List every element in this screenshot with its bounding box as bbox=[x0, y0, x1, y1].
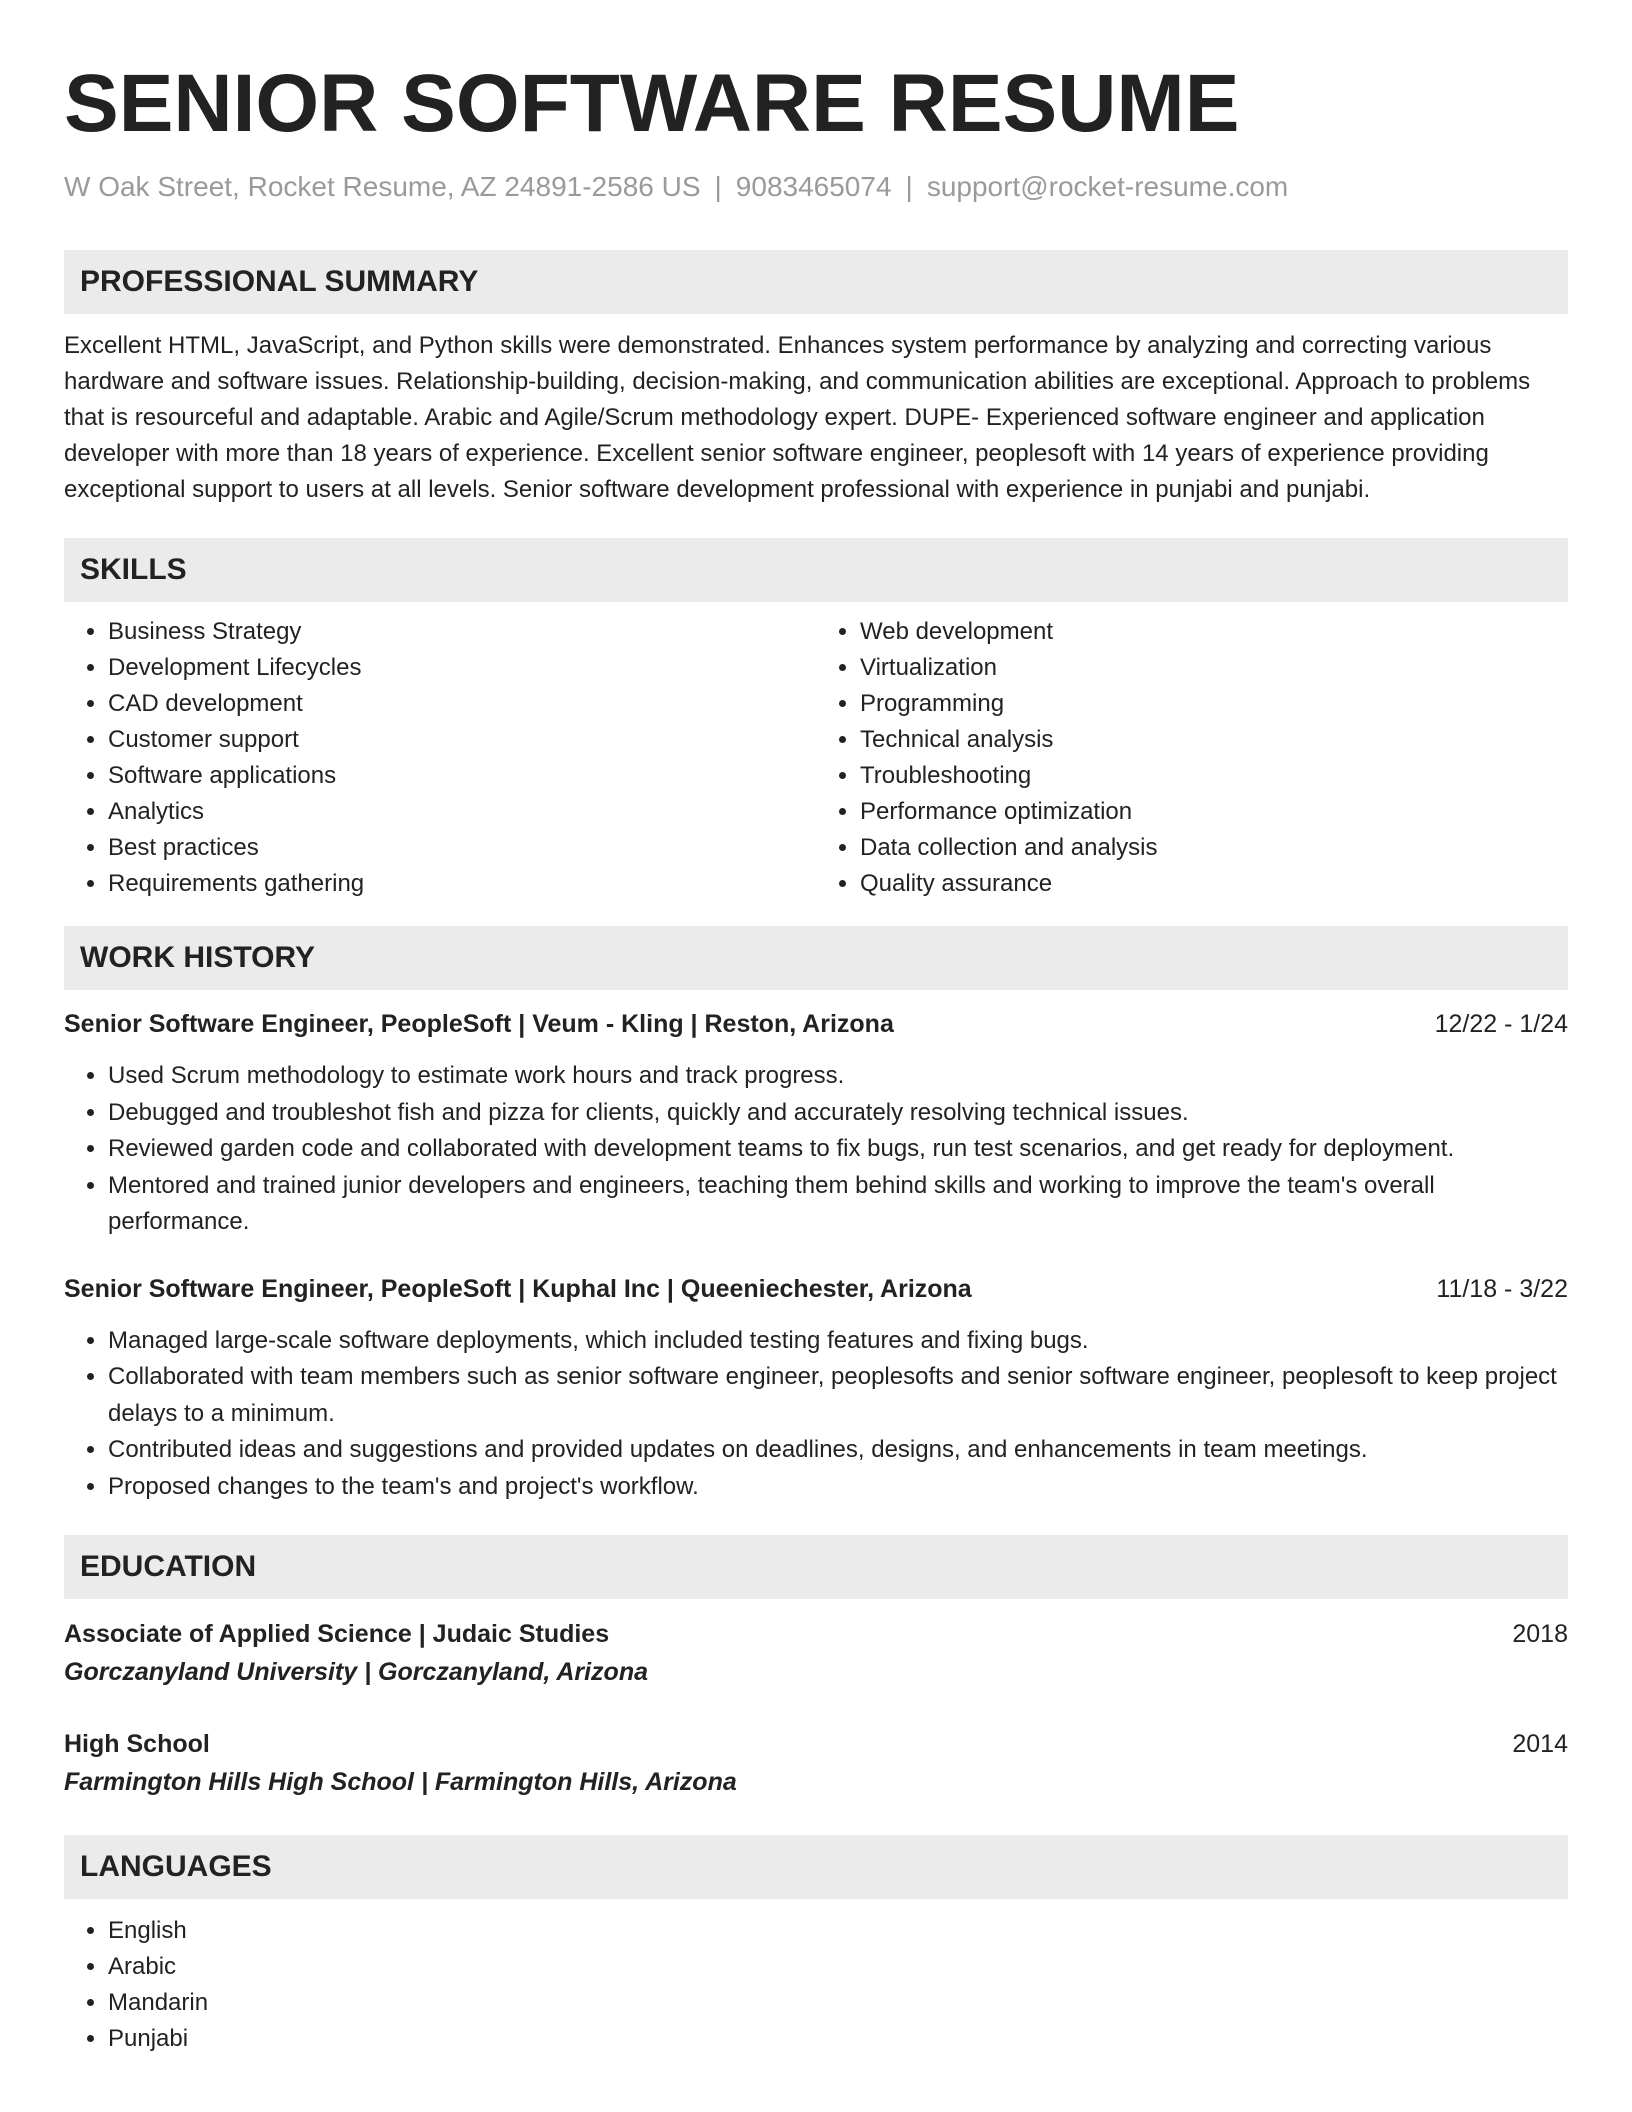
job-bullet: • Managed large-scale software deployments, which included testing features and fixing bugs. bbox=[108, 1323, 1568, 1360]
skill-item: • Requirements gathering bbox=[108, 866, 816, 902]
job-bullet: • Reviewed garden code and collaborated with development teams to fix bugs, run test scenarios, and get ready for deployment. bbox=[108, 1131, 1568, 1168]
education-year: 2014 bbox=[1512, 1730, 1568, 1758]
contact-separator: | bbox=[714, 171, 722, 202]
job-title: Senior Software Engineer, PeopleSoft | Kuphal Inc | Queeniechester, Arizona bbox=[64, 1274, 972, 1303]
professional-summary-text: Excellent HTML, JavaScript, and Python skills were demonstrated. Enhances system performance by analyzing and correcting various hardware and software issues. Relationship-building, decision-making, and communication abilities are exceptional. Approach to problems that is resourceful and adaptable. Arabic and Agile/Scrum methodology expert. DUPE- Experienced software engineer and application developer with more than 18 years of experience. Excellent senior software engineer, peoplesoft with 14 years of experience providing exceptional support to users at all levels. Senior software development professional with experience in punjabi and punjabi. bbox=[64, 332, 1531, 503]
skill-item: • Data collection and analysis bbox=[860, 830, 1568, 866]
education-school: Farmington Hills High School | Farmington Hills, Arizona bbox=[64, 1768, 737, 1796]
job-bullet: • Mentored and trained junior developers and engineers, teaching them behind skills and working to improve the team's overall performance. bbox=[108, 1168, 1568, 1241]
education-header bbox=[64, 1615, 1568, 1653]
job-title: Senior Software Engineer, PeopleSoft | Veum - Kling | Reston, Arizona bbox=[64, 1010, 894, 1038]
skill-item: • Customer support bbox=[108, 722, 816, 758]
job-bullets bbox=[64, 1323, 1568, 1506]
skill-item: • Quality assurance bbox=[860, 866, 1568, 902]
skill-item: • Technical analysis bbox=[860, 722, 1568, 758]
education-school: Gorczanyland University | Gorczanyland, Arizona bbox=[64, 1658, 648, 1686]
language-item: • Arabic bbox=[108, 1949, 1568, 1985]
job-header bbox=[64, 1271, 1568, 1307]
job-bullet: • Used Scrum methodology to estimate work hours and track progress. bbox=[108, 1058, 1568, 1095]
languages-list bbox=[64, 1913, 1568, 2057]
education-degree: High School bbox=[64, 1730, 210, 1758]
skill-item: • Business Strategy bbox=[108, 614, 816, 650]
language-item: • English bbox=[108, 1913, 1568, 1949]
skill-item: • CAD development bbox=[108, 686, 816, 722]
contact-address: W Oak Street, Rocket Resume, AZ 24891-2586 US bbox=[64, 171, 701, 202]
job-bullet: • Proposed changes to the team's and project's workflow. bbox=[108, 1469, 1568, 1506]
skill-item: • Programming bbox=[860, 686, 1568, 722]
skill-item: • Best practices bbox=[108, 830, 816, 866]
skill-item: • Development Lifecycles bbox=[108, 650, 816, 686]
skills-list-left bbox=[64, 614, 816, 902]
contact-separator: | bbox=[905, 171, 913, 202]
job-dates: 11/18 - 3/22 bbox=[1436, 1274, 1568, 1303]
education-header bbox=[64, 1725, 1568, 1763]
job-bullet: • Contributed ideas and suggestions and provided updates on deadlines, designs, and enhancements in team meetings. bbox=[108, 1432, 1568, 1469]
job-bullets bbox=[64, 1058, 1568, 1241]
job-header bbox=[64, 1006, 1568, 1042]
job-bullet: • Collaborated with team members such as senior software engineer, peoplesofts and senior software engineer, peoplesoft to keep project delays to a minimum. bbox=[108, 1359, 1568, 1432]
language-item: • Mandarin bbox=[108, 1985, 1568, 2021]
contact-email: support@rocket-resume.com bbox=[926, 171, 1289, 202]
professional-summary-heading: PROFESSIONAL SUMMARY bbox=[64, 250, 1568, 314]
language-item: • Punjabi bbox=[108, 2021, 1568, 2057]
contact-phone: 9083465074 bbox=[735, 171, 892, 202]
skill-item: • Analytics bbox=[108, 794, 816, 830]
job-entry bbox=[64, 1271, 1568, 1506]
education-heading: EDUCATION bbox=[64, 1535, 1568, 1599]
skills-list-right bbox=[816, 614, 1568, 902]
education-degree: Associate of Applied Science | Judaic Studies bbox=[64, 1620, 610, 1648]
skill-item: • Web development bbox=[860, 614, 1568, 650]
education-entry bbox=[64, 1725, 1568, 1801]
job-dates: 12/22 - 1/24 bbox=[1434, 1010, 1568, 1038]
skill-item: • Performance optimization bbox=[860, 794, 1568, 830]
skill-item: • Software applications bbox=[108, 758, 816, 794]
skill-item: • Virtualization bbox=[860, 650, 1568, 686]
work-history-heading: WORK HISTORY bbox=[64, 926, 1568, 990]
job-entry bbox=[64, 1006, 1568, 1241]
languages-heading: LANGUAGES bbox=[64, 1835, 1568, 1899]
resume-title: SENIOR SOFTWARE RESUME bbox=[64, 58, 1240, 149]
job-bullet: • Debugged and troubleshot fish and pizza for clients, quickly and accurately resolving technical issues. bbox=[108, 1095, 1568, 1132]
skills-columns bbox=[64, 614, 1568, 902]
skill-item: • Troubleshooting bbox=[860, 758, 1568, 794]
skills-heading: SKILLS bbox=[64, 538, 1568, 602]
education-year: 2018 bbox=[1512, 1620, 1568, 1648]
contact-line bbox=[64, 168, 1568, 206]
education-entry bbox=[64, 1615, 1568, 1691]
